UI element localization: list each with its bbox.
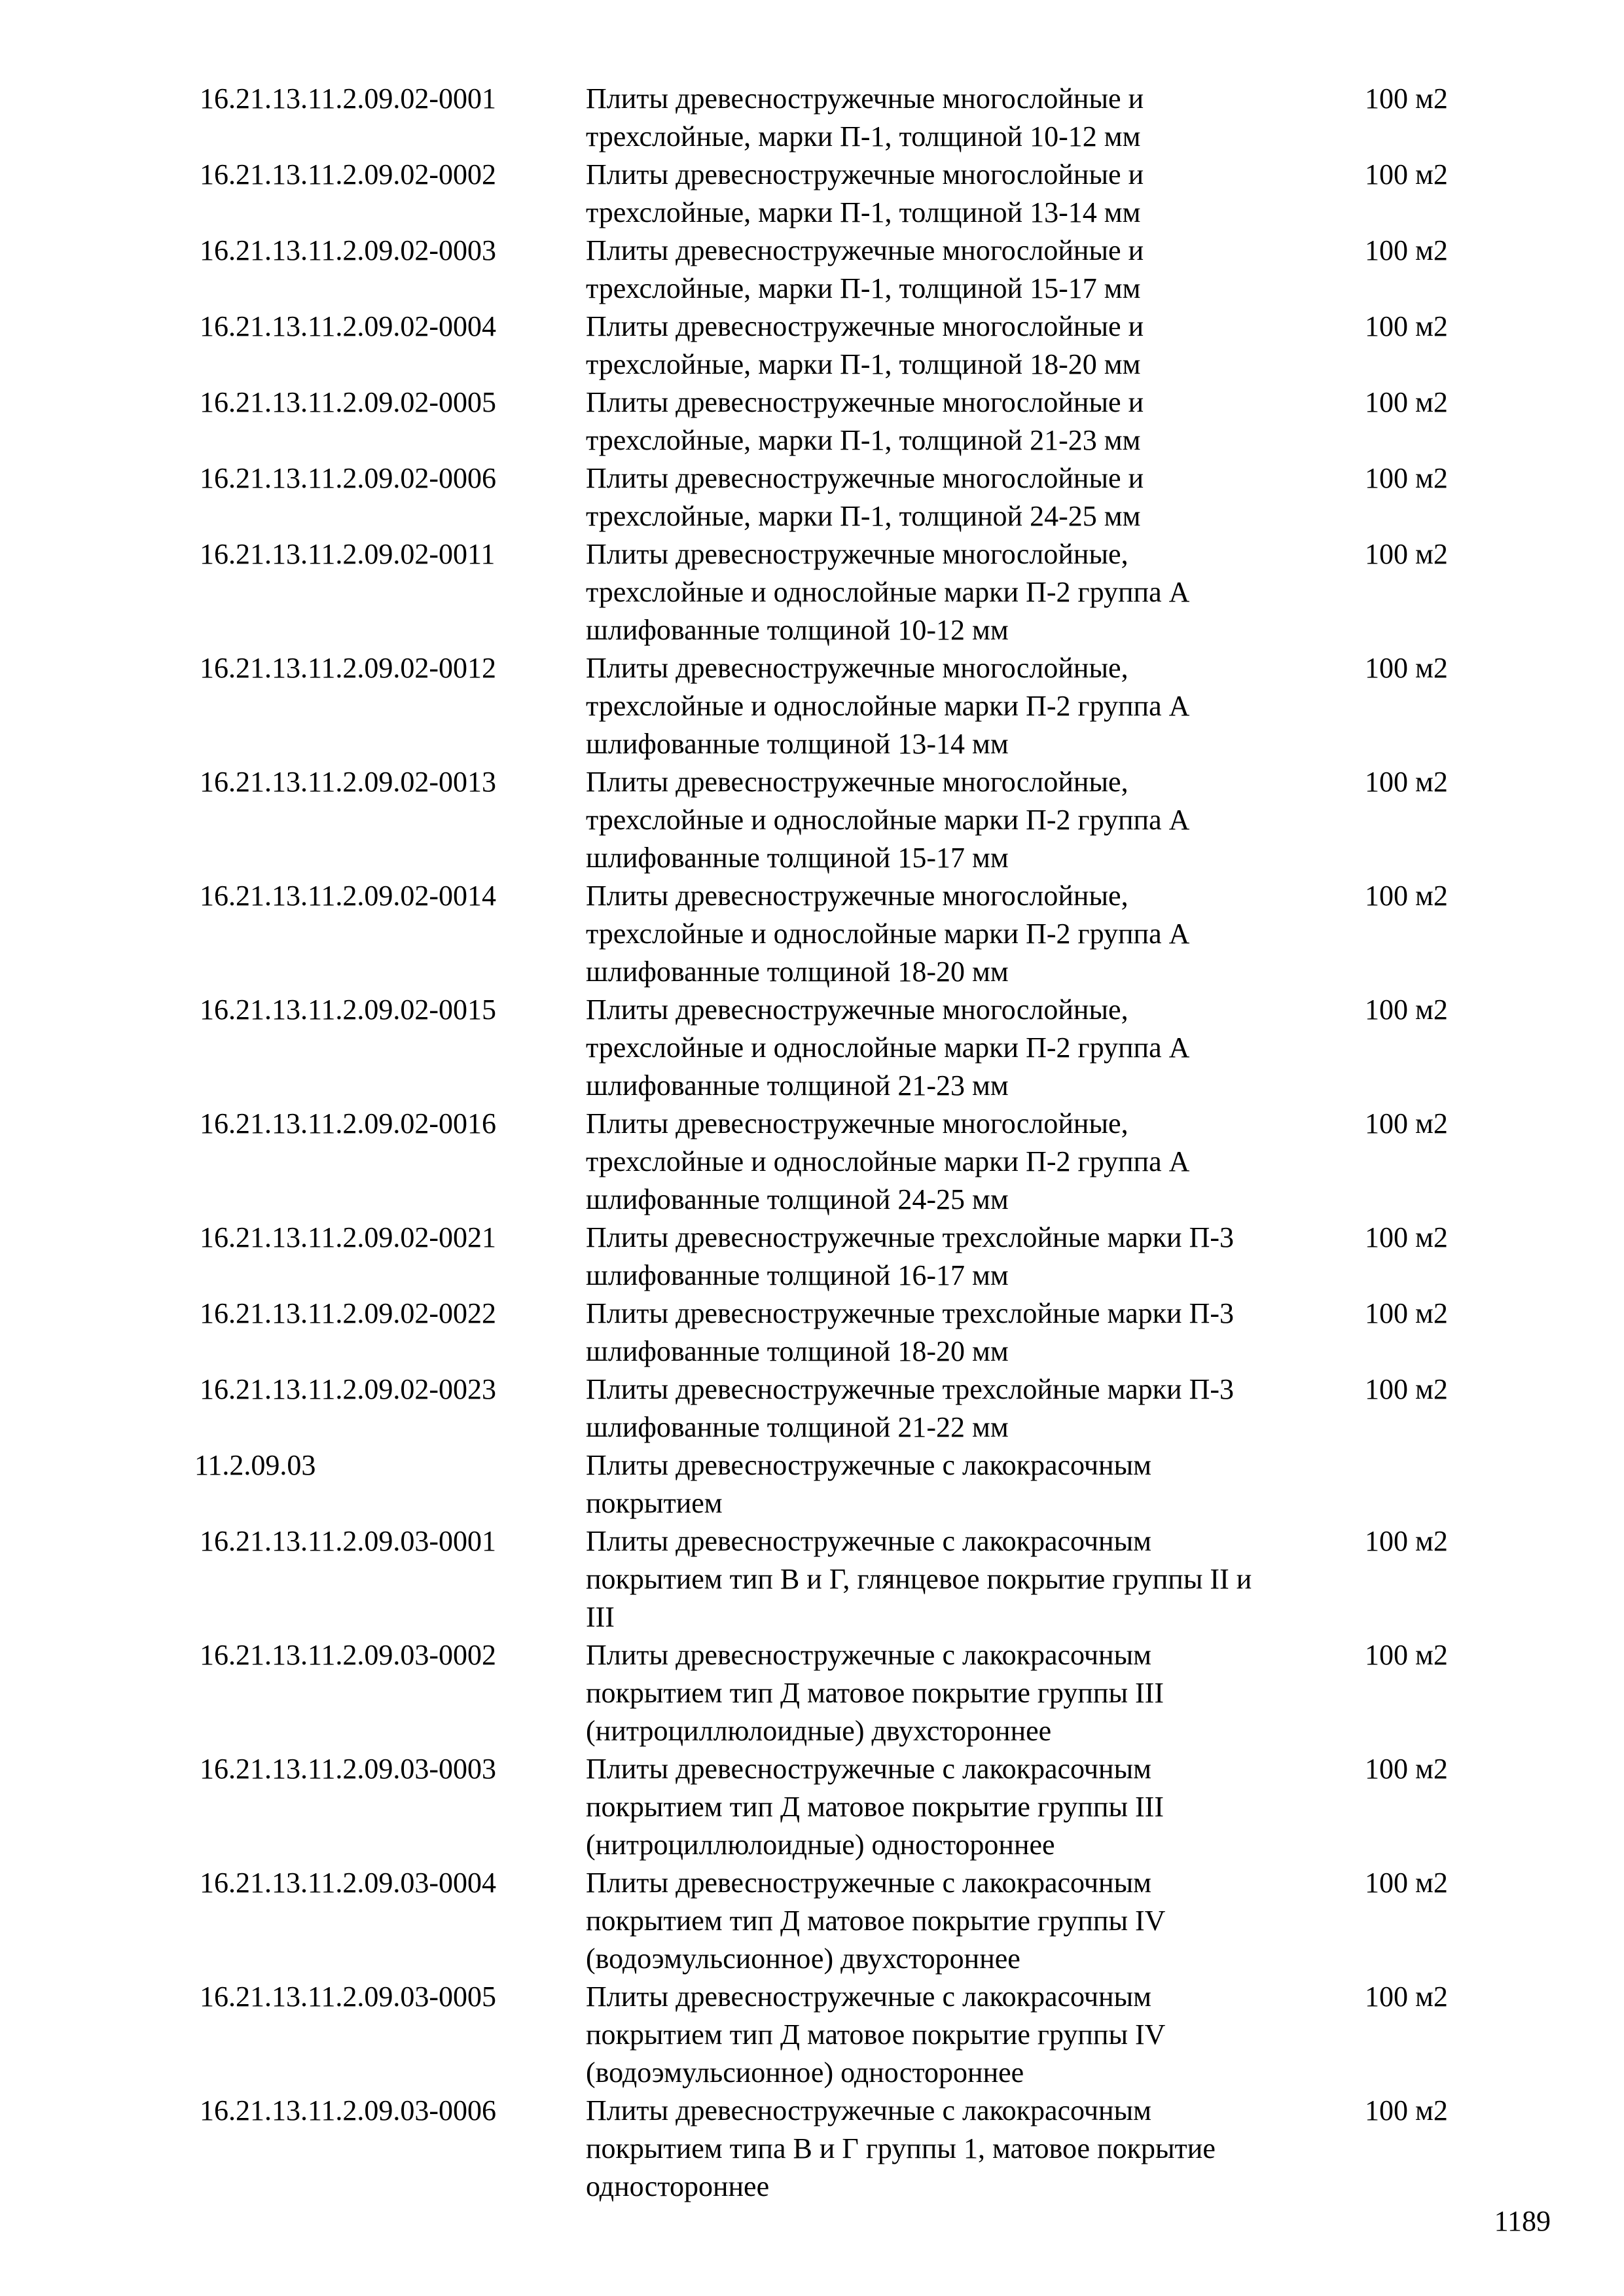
unit-of-measure: 100 м2 bbox=[1365, 1981, 1448, 2013]
unit-of-measure: 100 м2 bbox=[1365, 1753, 1448, 1785]
resource-description: Плиты древесностружечные многослойные и трехслойные, марки П-1, толщиной 15-17 мм bbox=[586, 234, 1144, 304]
resource-code: 16.21.13.11.2.09.02-0005 bbox=[200, 386, 497, 418]
unit-of-measure: 100 м2 bbox=[1365, 462, 1448, 494]
table-row bbox=[200, 459, 1509, 535]
resource-description: Плиты древесностружечные с лакокрасочным покрытием типа В и Г группы 1, матовое покрытие одностороннее bbox=[586, 2094, 1216, 2202]
resource-description: Плиты древесностружечные многослойные и трехслойные, марки П-1, толщиной 13-14 мм bbox=[586, 158, 1144, 228]
unit-of-measure: 100 м2 bbox=[1365, 234, 1448, 266]
table-row bbox=[200, 2092, 1509, 2206]
table-row bbox=[200, 1371, 1509, 1446]
unit-of-measure: 100 м2 bbox=[1365, 2094, 1448, 2126]
resource-code: 16.21.13.11.2.09.02-0002 bbox=[200, 158, 497, 190]
resource-description: Плиты древесностружечные многослойные и трехслойные, марки П-1, толщиной 18-20 мм bbox=[586, 310, 1144, 380]
resource-code: 16.21.13.11.2.09.03-0006 bbox=[200, 2094, 497, 2126]
table-row bbox=[200, 763, 1509, 877]
unit-of-measure: 100 м2 bbox=[1365, 1525, 1448, 1557]
resource-description: Плиты древесностружечные многослойные и трехслойные, марки П-1, толщиной 21-23 мм bbox=[586, 386, 1144, 456]
unit-of-measure: 100 м2 bbox=[1365, 880, 1448, 912]
resource-description: Плиты древесностружечные трехслойные марки П-3 шлифованные толщиной 18-20 мм bbox=[586, 1297, 1234, 1367]
resource-description: Плиты древесностружечные многослойные, трехслойные и однослойные марки П-2 группа А шлифованные толщиной 15-17 мм bbox=[586, 766, 1190, 874]
table-row bbox=[200, 308, 1509, 384]
resource-description: Плиты древесностружечные с лакокрасочным покрытием тип Д матовое покрытие группы IV (водоэмульсионное) одностороннее bbox=[586, 1981, 1166, 2089]
unit-of-measure: 100 м2 bbox=[1365, 652, 1448, 684]
resource-description: Плиты древесностружечные многослойные и трехслойные, марки П-1, толщиной 24-25 мм bbox=[586, 462, 1144, 532]
table-row bbox=[200, 1750, 1509, 1864]
table-row bbox=[200, 156, 1509, 232]
resource-code: 11.2.09.03 bbox=[194, 1449, 316, 1481]
table-row bbox=[200, 991, 1509, 1105]
unit-of-measure: 100 м2 bbox=[1365, 386, 1448, 418]
unit-of-measure: 100 м2 bbox=[1365, 310, 1448, 342]
resource-description: Плиты древесностружечные с лакокрасочным покрытием тип Д матовое покрытие группы III (нитроциллюлоидные) двухстороннее bbox=[586, 1639, 1164, 1747]
resource-code: 16.21.13.11.2.09.02-0015 bbox=[200, 994, 497, 1026]
table-row bbox=[200, 1522, 1509, 1636]
unit-of-measure: 100 м2 bbox=[1365, 1107, 1448, 1139]
resource-code: 16.21.13.11.2.09.02-0013 bbox=[200, 766, 497, 798]
unit-of-measure: 100 м2 bbox=[1365, 82, 1448, 115]
resource-description: Плиты древесностружечные с лакокрасочным покрытием bbox=[586, 1449, 1151, 1519]
resource-code: 16.21.13.11.2.09.02-0016 bbox=[200, 1107, 497, 1139]
resource-description: Плиты древесностружечные трехслойные марки П-3 шлифованные толщиной 21-22 мм bbox=[586, 1373, 1234, 1443]
table-row bbox=[200, 1295, 1509, 1371]
resource-code: 16.21.13.11.2.09.03-0003 bbox=[200, 1753, 497, 1785]
resource-code: 16.21.13.11.2.09.02-0001 bbox=[200, 82, 497, 115]
resource-description: Плиты древесностружечные с лакокрасочным покрытием тип Д матовое покрытие группы III (нитроциллюлоидные) одностороннее bbox=[586, 1753, 1164, 1861]
table-row bbox=[200, 384, 1509, 459]
unit-of-measure: 100 м2 bbox=[1365, 1297, 1448, 1329]
resource-description: Плиты древесностружечные многослойные, трехслойные и однослойные марки П-2 группа А шлифованные толщиной 18-20 мм bbox=[586, 880, 1190, 988]
resource-description: Плиты древесностружечные многослойные и трехслойные, марки П-1, толщиной 10-12 мм bbox=[586, 82, 1144, 152]
price-list-table bbox=[194, 80, 1509, 2206]
resource-code: 16.21.13.11.2.09.03-0004 bbox=[200, 1867, 497, 1899]
resource-code: 16.21.13.11.2.09.02-0021 bbox=[200, 1221, 497, 1253]
resource-code: 16.21.13.11.2.09.02-0012 bbox=[200, 652, 497, 684]
section-row bbox=[194, 1446, 1509, 1522]
table-row bbox=[200, 1636, 1509, 1750]
resource-code: 16.21.13.11.2.09.02-0003 bbox=[200, 234, 497, 266]
resource-description: Плиты древесностружечные многослойные, трехслойные и однослойные марки П-2 группа А шлифованные толщиной 13-14 мм bbox=[586, 652, 1190, 760]
unit-of-measure: 100 м2 bbox=[1365, 994, 1448, 1026]
resource-code: 16.21.13.11.2.09.02-0011 bbox=[200, 538, 496, 570]
table-row bbox=[200, 80, 1509, 156]
table-row bbox=[200, 1105, 1509, 1219]
unit-of-measure: 100 м2 bbox=[1365, 1639, 1448, 1671]
resource-description: Плиты древесностружечные многослойные, трехслойные и однослойные марки П-2 группа А шлифованные толщиной 10-12 мм bbox=[586, 538, 1190, 646]
table-row bbox=[200, 535, 1509, 649]
unit-of-measure: 100 м2 bbox=[1365, 766, 1448, 798]
resource-code: 16.21.13.11.2.09.03-0002 bbox=[200, 1639, 497, 1671]
table-row bbox=[200, 1219, 1509, 1295]
resource-description: Плиты древесностружечные многослойные, трехслойные и однослойные марки П-2 группа А шлифованные толщиной 21-23 мм bbox=[586, 994, 1190, 1102]
resource-description: Плиты древесностружечные с лакокрасочным покрытием тип В и Г, глянцевое покрытие группы II и III bbox=[586, 1525, 1252, 1633]
resource-code: 16.21.13.11.2.09.02-0022 bbox=[200, 1297, 497, 1329]
resource-description: Плиты древесностружечные трехслойные марки П-3 шлифованные толщиной 16-17 мм bbox=[586, 1221, 1234, 1291]
unit-of-measure: 100 м2 bbox=[1365, 1373, 1448, 1405]
resource-code: 16.21.13.11.2.09.02-0023 bbox=[200, 1373, 497, 1405]
table-row bbox=[200, 232, 1509, 308]
table-row bbox=[200, 1978, 1509, 2092]
resource-description: Плиты древесностружечные многослойные, трехслойные и однослойные марки П-2 группа А шлифованные толщиной 24-25 мм bbox=[586, 1107, 1190, 1215]
unit-of-measure: 100 м2 bbox=[1365, 1221, 1448, 1253]
unit-of-measure: 100 м2 bbox=[1365, 538, 1448, 570]
resource-code: 16.21.13.11.2.09.02-0006 bbox=[200, 462, 497, 494]
table-row bbox=[200, 649, 1509, 763]
resource-code: 16.21.13.11.2.09.03-0001 bbox=[200, 1525, 497, 1557]
resource-code: 16.21.13.11.2.09.02-0014 bbox=[200, 880, 497, 912]
table-row bbox=[200, 877, 1509, 991]
unit-of-measure: 100 м2 bbox=[1365, 158, 1448, 190]
resource-description: Плиты древесностружечные с лакокрасочным покрытием тип Д матовое покрытие группы IV (водоэмульсионное) двухстороннее bbox=[586, 1867, 1166, 1975]
page-number: 1189 bbox=[1494, 2205, 1551, 2237]
resource-code: 16.21.13.11.2.09.02-0004 bbox=[200, 310, 497, 342]
unit-of-measure: 100 м2 bbox=[1365, 1867, 1448, 1899]
resource-code: 16.21.13.11.2.09.03-0005 bbox=[200, 1981, 497, 2013]
table-row bbox=[200, 1864, 1509, 1978]
